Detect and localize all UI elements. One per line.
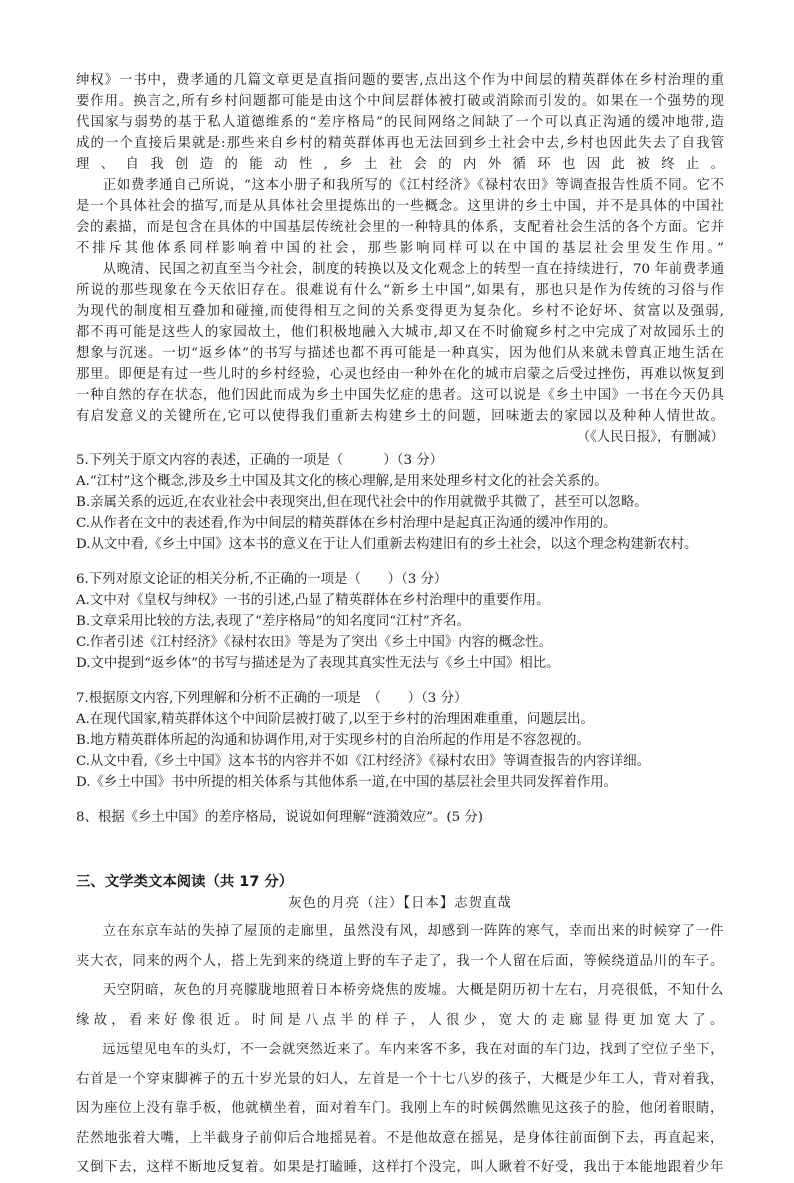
text-line: 茫然地张着大嘴，上半截身子前仰后合地摇晃着。不是他故意在摇晃，是身体往前面倒下去，再直起来， — [76, 1130, 724, 1146]
text-line: 因为座位上没有靠手板，他就横坐着，面对着车门。我刚上车的时候偶然瞧见这孩子的脸，他闭着眼睛， — [76, 1101, 724, 1116]
text-line: 所说的那些现象在今天依旧存在。很难说有什么“新乡土中国”,如果有，那也只是作为传统的习俗与作 — [76, 283, 724, 298]
option-a: A.在现代国家,精英群体这个中间阶层被打破了,以至于乡村的治理困难重重，问题层出。 — [76, 712, 594, 727]
text-line: 立在东京车站的失掉了屋顶的走廊里，虽然没有风，却感到一阵阵的寒气，幸而出来的时候穿了一件 — [102, 924, 724, 939]
question-stem: 7.根据原文内容,下列理解和分析不正确的一项是 （ ）（3 分） — [76, 691, 468, 706]
option-c: C.作者引述《江村经济》《禄村农田》等是为了突出《乡土中国》内容的概念性。 — [76, 635, 552, 650]
option-d: D.《乡土中国》书中所提的相关体系与其他体系一道,在中国的基层社会里共同发挥着作用。 — [76, 775, 618, 790]
option-a: A.文中对《皇权与绅权》一书的引述,凸显了精英群体在乡村治理中的重要作用。 — [76, 593, 550, 608]
option-c: C.从作者在文中的表述看,作为中间层的精英群体在乡村治理中是起真正沟通的缓冲作用的。 — [76, 516, 617, 531]
question-6 — [76, 569, 724, 674]
text-line: 右首是一个穿束脚裤子的五十岁光景的妇人，左首是一个十七八岁的孩子，大概是少年工人，背对着我， — [76, 1071, 724, 1087]
story-paragraph-2 — [76, 976, 724, 1035]
text-line: 成的一个直接后果就是:那些来自乡村的精英群体再也无法回到乡土社会中去,乡村也因此失去了自我管 — [76, 136, 724, 151]
option-a: A.“江村”这个概念,涉及乡土中国及其文化的核心理解,是用来处理乡村文化的社会关系的。 — [76, 474, 608, 489]
passage-paragraph-1 — [76, 70, 724, 175]
text-line: 一种自然的存在状态，他们因此而成为乡土中国失忆症的患者。这可以说是《乡土中国》一书在今天仍具 — [76, 388, 724, 403]
story — [76, 917, 724, 1183]
option-b: B.亲属关系的远近,在农业社会中表现突出,但在现代社会中的作用就微乎其微了，甚至可以忽略。 — [76, 495, 648, 510]
text-line: 代国家与弱势的基于私人道德维系的“差序格局”的民间网络之间缺了一个可以真正沟通的缓冲地带,造 — [76, 115, 724, 130]
passage-paragraph-3 — [76, 259, 724, 427]
option-d: D.文中提到“返乡体”的书写与描述是为了表现其真实性无法与《乡土中国》相比。 — [76, 656, 560, 671]
text-line: 又倒下去，这样不断地反复着。如果是打瞌睡，这样打个没完，叫人瞅着不好受，我出于本能地跟着少年 — [76, 1160, 724, 1175]
text-line: 缘故，看来好像很近。时间是八点半的样子，人很少，宽大的走廊显得更加宽大了。 — [76, 1012, 724, 1028]
question-stem: 8、根据《乡土中国》的差序格局，说说如何理解“涟漪效应”。(5 分) — [76, 810, 483, 825]
text-line: 不排斥其他体系同样影响着中国的社会，那些影响同样可以在中国的基层社会里发生作用。” — [76, 241, 724, 256]
text-line: 理、自我创造的能动性,乡土社会的内外循环也因此被终止。 — [76, 157, 724, 172]
text-line: 有启发意义的关键所在,它可以使得我们重新去构建乡土的问题，回味逝去的家园以及种种人情世故。 — [76, 409, 724, 424]
text-line: 绅权》一书中，费孝通的几篇文章更是直指问题的要害,点出这个作为中间层的精英群体在乡村治理的重 — [76, 73, 724, 88]
text-line: 从晚清、民国之初直至当今社会，制度的转换以及文化观念上的转型一直在持续进行，70 年前费孝通 — [102, 262, 724, 277]
question-8 — [76, 807, 724, 828]
story-paragraph-1 — [76, 917, 724, 976]
text-line: 要作用。换言之,所有乡村问题都可能是由这个中间层群体被打破或消除而引发的。如果在一个强势的现 — [76, 94, 724, 109]
text-line: 那里。即便是有过一些儿时的乡村经验，心灵也经由一种外在化的城市启蒙之后受过挫伤，再难以恢复到 — [76, 367, 724, 382]
question-stem: 6.下列对原文论证的相关分析,不正确的一项是（ ）（3 分） — [76, 572, 448, 587]
story-paragraph-3 — [76, 1035, 724, 1183]
text-line: 为现代的制度相互叠加和碰撞,而使得相互之间的关系变得更为复杂化。乡村不论好坏、贫富以及强弱, — [76, 304, 724, 319]
section-title: 三、文学类文本阅读（共 17 分） — [76, 874, 294, 890]
source-citation: （《人民日报》，有删减） — [576, 430, 724, 445]
question-5 — [76, 450, 724, 555]
text-line: 正如费孝通自己所说，“这本小册子和我所写的《江村经济》《禄村农田》等调查报告性质不同。它不 — [102, 178, 724, 193]
passage — [76, 70, 724, 448]
question-7 — [76, 688, 724, 793]
text-line: 是一个具体社会的描写,而是从具体社会里提炼出的一些概念。这里讲的乡土中国，并不是具体的中国社 — [76, 199, 724, 214]
document-page — [76, 70, 724, 1183]
text-line: 夹大衣，同来的两个人，搭上先到来的绕道上野的车子走了，我一个人留在后面，等候绕道品川的车子。 — [76, 953, 724, 969]
option-c: C.从文中看,《乡土中国》这本书的内容并不如《江村经济》《禄村农田》等调查报告的内容详细。 — [76, 754, 650, 769]
option-b: B.地方精英群体所起的沟通和协调作用,对于实现乡村的自治所起的作用是不容忽视的。 — [76, 733, 590, 748]
option-d: D.从文中看,《乡土中国》这本书的意义在于让人们重新去构建旧有的乡土社会，以这个理念构建新农村。 — [76, 537, 698, 552]
text-line: 天空阴暗，灰色的月亮朦胧地照着日本桥旁烧焦的废墟。大概是阴历初十左右，月亮很低，不知什么 — [102, 983, 724, 998]
story-title: 灰色的月亮（注）【日本】志贺直哉 — [288, 896, 512, 911]
question-stem: 5.下列关于原文内容的表述，正确的一项是（ ）（3 分） — [76, 453, 444, 468]
text-line: 都不再可能是这些人的家园故土，他们积极地融入大城市,却又在不时偷窥乡村之中完成了对故园乐土的 — [76, 325, 724, 340]
text-line: 会的素描，而是包含在具体的中国基层传统社会里的一种特具的体系，支配着社会生活的各个方面。它并 — [76, 220, 724, 235]
passage-paragraph-2 — [76, 175, 724, 259]
text-line: 远远望见电车的头灯，不一会就突然近来了。车内来客不多，我在对面的车门边，找到了空位子坐下， — [102, 1042, 724, 1057]
text-line: 想象与沉迷。一切“返乡体”的书写与描述也都不再可能是一种真实，因为他们从来就未曾真正地生活在 — [76, 346, 724, 361]
option-b: B.文章采用比较的方法,表现了“差序格局”的知名度同“江村”齐名。 — [76, 614, 470, 629]
